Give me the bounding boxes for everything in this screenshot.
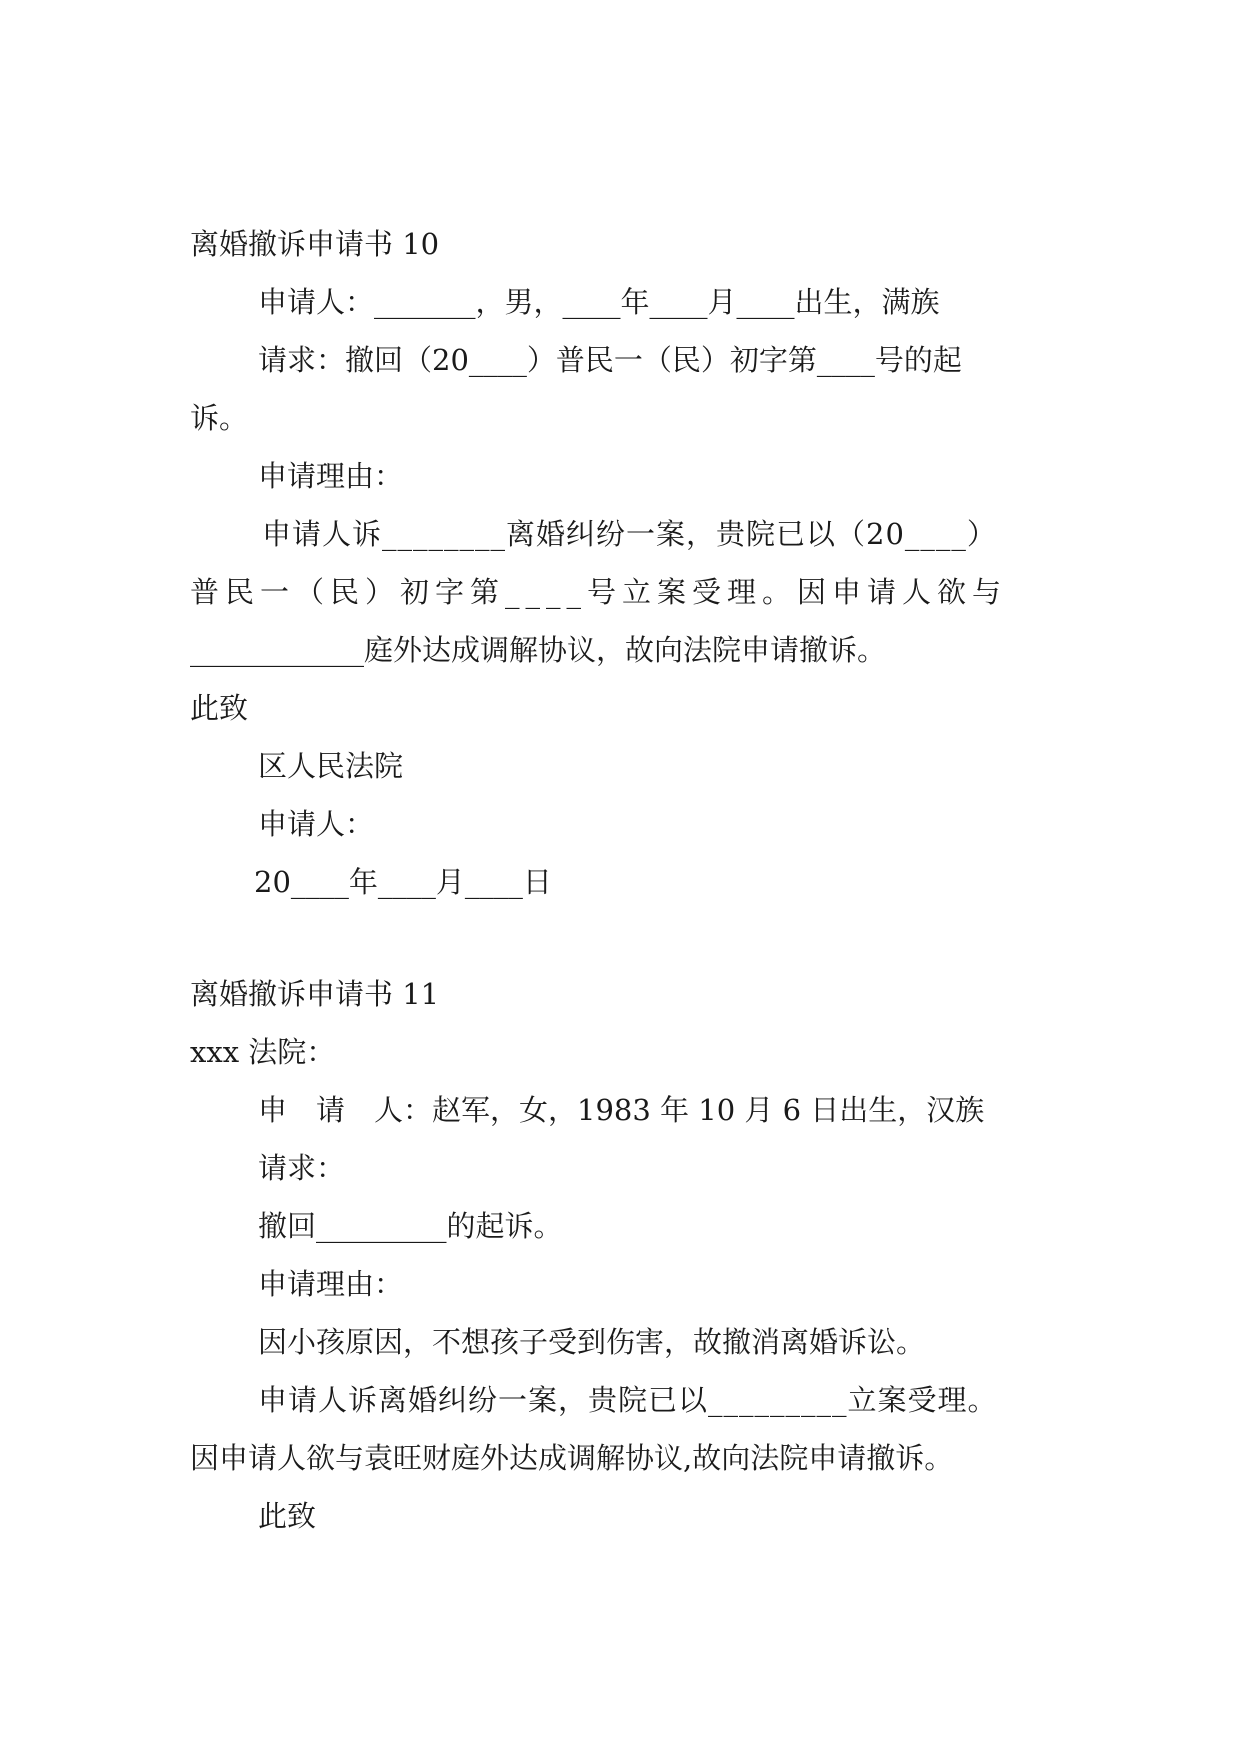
doc10-reason-line2: 普民一（民）初字第____号立案受理。因申请人欲与: [190, 575, 1008, 609]
doc11-addressee: xxx 法院：: [190, 1035, 336, 1069]
doc11-case-line2: 因申请人欲与袁旺财庭外达成调解协议,故向法院申请撤诉。: [190, 1441, 954, 1475]
doc10-salute: 此致: [190, 691, 249, 725]
doc10-signature-label: 申请人：: [258, 807, 375, 841]
doc11-case-line1: 申请人诉离婚纠纷一案，贵院已以_________立案受理。: [258, 1383, 998, 1417]
doc10-date: 20____年____月____日: [254, 865, 552, 899]
doc10-title: 离婚撤诉申请书 10: [190, 227, 440, 261]
doc10-reason-line3: ____________庭外达成调解协议，故向法院申请撤诉。: [190, 633, 887, 667]
doc11-title: 离婚撤诉申请书 11: [190, 977, 440, 1011]
doc11-request-label: 请求：: [258, 1151, 346, 1185]
doc10-reason-line1: 申请人诉________离婚纠纷一案，贵院已以（20____）: [262, 517, 997, 551]
doc10-reason-label: 申请理由：: [258, 459, 404, 493]
doc11-reason-label: 申请理由：: [258, 1267, 404, 1301]
doc11-salute: 此致: [258, 1499, 317, 1533]
doc10-court: 区人民法院: [258, 749, 404, 783]
doc11-request-text: 撤回_________的起诉。: [258, 1209, 563, 1243]
doc10-request-line1: 请求：撤回（20____）普民一（民）初字第____号的起: [258, 343, 962, 377]
doc10-applicant: 申请人：_______，男，____年____月____出生，满族: [258, 285, 940, 319]
doc11-reason-text: 因小孩原因，不想孩子受到伤害，故撤消离婚诉讼。: [258, 1325, 926, 1359]
doc11-applicant: 申 请 人：赵军，女，1983 年 10 月 6 日出生，汉族: [258, 1093, 985, 1127]
doc10-request-line2: 诉。: [190, 401, 249, 435]
